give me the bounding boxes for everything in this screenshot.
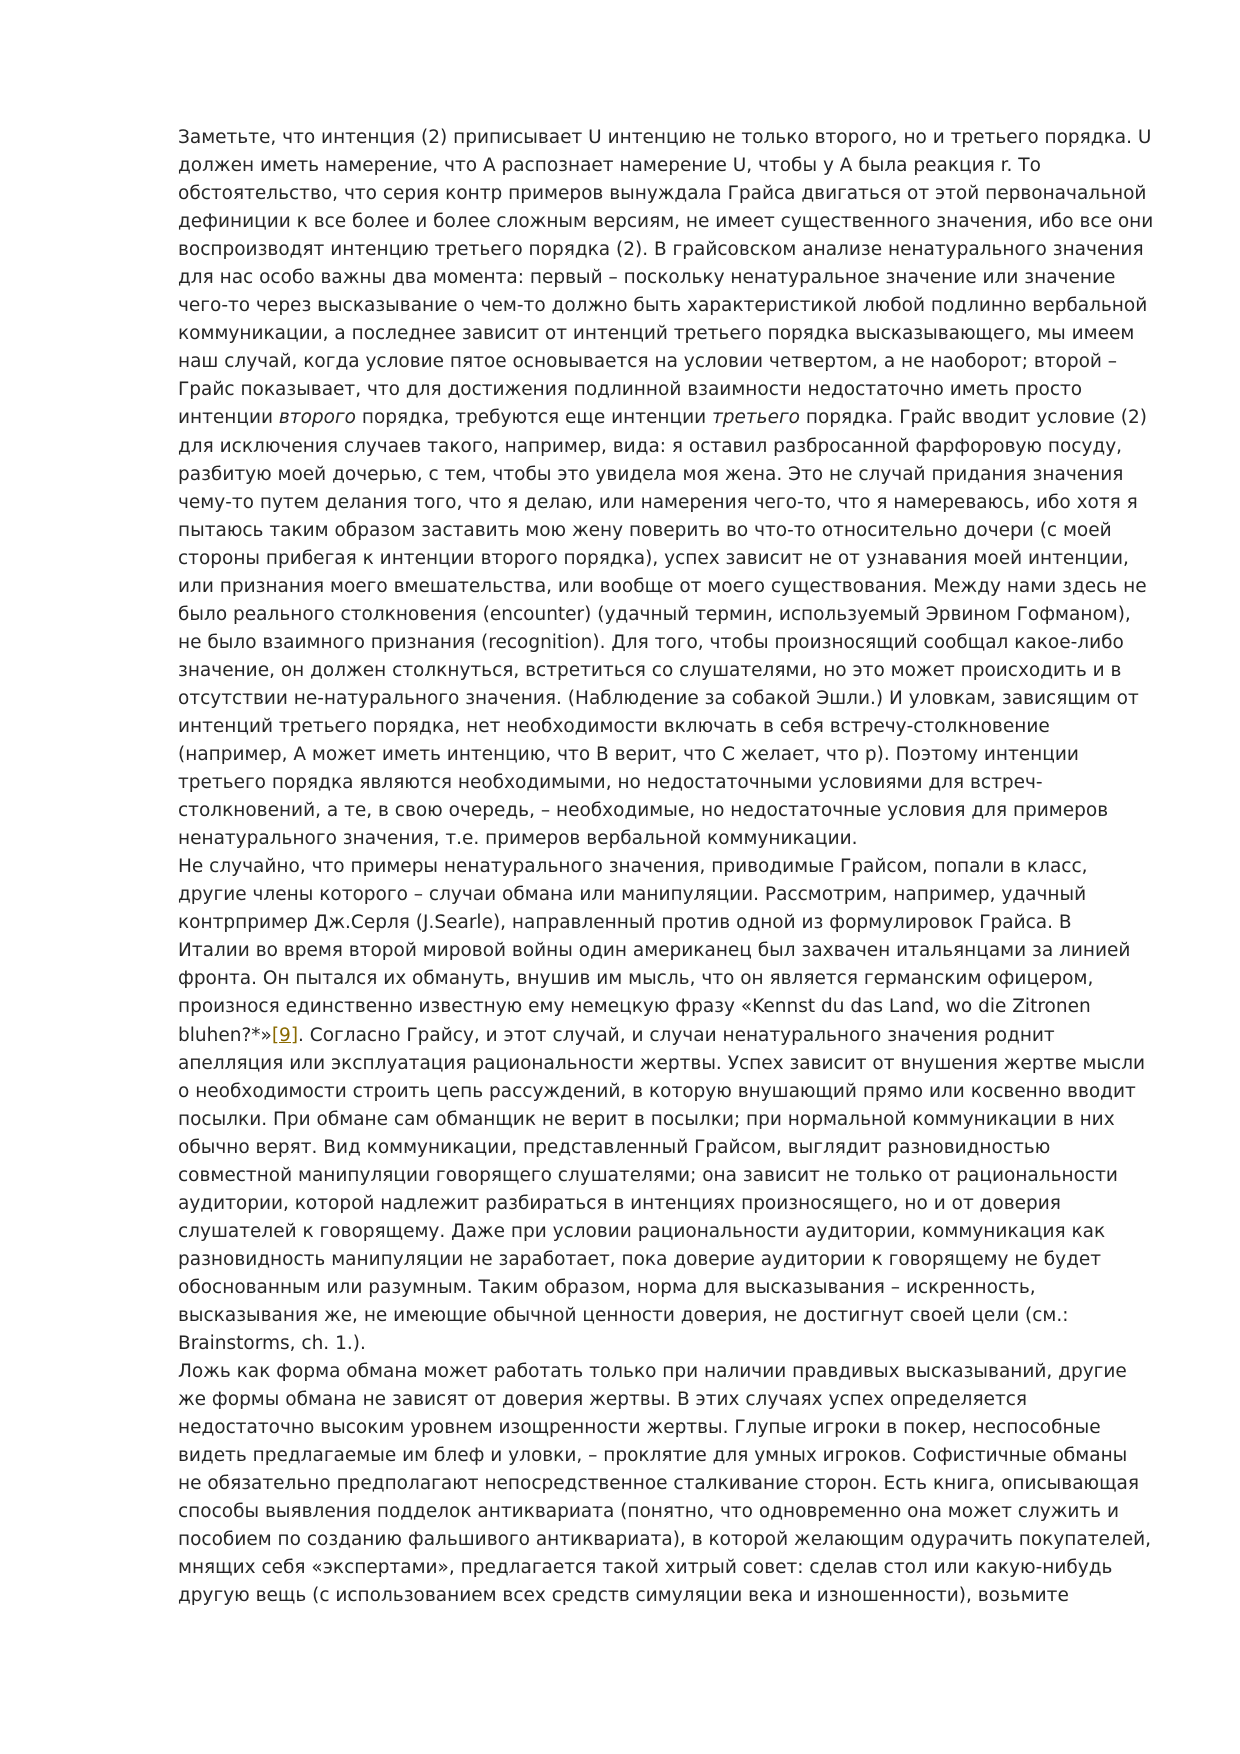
text-segment: порядка. Грайс вводит условие (2)	[800, 407, 1147, 429]
text-line: ненатурального значения, т.е. примеров вербальной коммуникации.	[178, 828, 858, 850]
text-segment: . Согласно Грайсу, и этот случай, и случаи ненатурального значения роднит	[298, 1024, 1055, 1046]
text-line: было реального столкновения (encounter) (удачный термин, используемый Эрвином Гофманом),	[178, 603, 1131, 625]
text-line: Brainstorms, ch. 1.).	[178, 1333, 366, 1355]
text-segment: интенции	[178, 407, 279, 429]
text-line: Ложь как форма обмана может работать только при наличии правдивых высказываний, другие	[178, 1361, 1127, 1383]
italic-text: второго	[278, 407, 357, 429]
text-line: не было взаимного признания (recognition). Для того, чтобы произносящий сообщал какое-либо	[178, 631, 1124, 653]
text-line: же формы обмана не зависят от доверия жертвы. В этих случаях успех определяется	[178, 1389, 1028, 1411]
footnote-link[interactable]: [9]	[271, 1024, 299, 1046]
text-line: пособием по созданию фальшивого антиквариата), в которой желающим одурачить покупателей,	[178, 1529, 1151, 1551]
text-line: высказывания же, не имеющие обычной ценности доверия, не достигнут своей цели (см.:	[178, 1304, 1069, 1326]
text-line: для исключения случаев такого, например, вида: я оставил разбросанной фарфоровую посуду,	[178, 435, 1123, 457]
text-line: чего-то через высказывание о чем-то должно быть характеристикой любой подлинно вербальной	[178, 295, 1148, 317]
text-line: способы выявления подделок антиквариата (понятно, что одновременно она может служить и	[178, 1501, 1119, 1523]
text-line: столкновений, а те, в свою очередь, – необходимые, но недостаточные условия для примеров	[178, 800, 1109, 822]
text-line: фронта. Он пытался их обмануть, внушив им мысль, что он является германским офицером,	[178, 968, 1094, 990]
text-line: значение, он должен столкнуться, встретиться со слушателями, но это может происходить и в	[178, 659, 1122, 681]
text-line: пытаюсь таким образом заставить мою жену поверить во что-то относительно дочери (с моей	[178, 519, 1112, 541]
text-line: разбитую моей дочерью, с тем, чтобы это увидела моя жена. Это не случай придания значения	[178, 463, 1124, 485]
text-line: третьего порядка являются необходимыми, но недостаточными условиями для встреч-	[178, 772, 1043, 794]
text-line: отсутствии не-натурального значения. (Наблюдение за собакой Эшли.) И уловкам, зависящим от	[178, 687, 1139, 709]
text-line: (например, А может иметь интенцию, что В верит, что С желает, что р). Поэтому интенции	[178, 744, 1079, 766]
text-line: разновидность манипуляции не заработает, пока доверие аудитории к говорящему не будет	[178, 1248, 1102, 1270]
text-segment: порядка, требуются еще интенции	[356, 407, 712, 429]
text-line: наш случай, когда условие пятое основывается на условии четвертом, а не наоборот; второй –	[178, 351, 1118, 373]
text-line: посылки. При обмане сам обманщик не верит в посылки; при нормальной коммуникации в них	[178, 1108, 1115, 1130]
text-line	[178, 1022, 1178, 1050]
text-line: дефиниции к все более и более сложным версиям, не имеет существенного значения, ибо все они	[178, 211, 1154, 233]
text-line: другую вещь (с использованием всех средств симуляции века и изношенности), возьмите	[178, 1585, 1069, 1607]
text-line: не обязательно предполагают непосредственное сталкивание сторон. Есть книга, описывающая	[178, 1473, 1139, 1495]
italic-text: третьего	[712, 407, 801, 429]
text-segment: bluhen?*»	[178, 1024, 272, 1046]
text-line: обоснованным или разумным. Таким образом, норма для высказывания – искренность,	[178, 1276, 1036, 1298]
text-line: о необходимости строить цепь рассуждений, в которую внушающий прямо или косвенно вводит	[178, 1080, 1136, 1102]
text-line: коммуникации, а последнее зависит от интенций третьего порядка высказывающего, мы имеем	[178, 323, 1135, 345]
text-line: слушателей к говорящему. Даже при условии рациональности аудитории, коммуникация как	[178, 1220, 1106, 1242]
text-line: произнося единственно известную ему немецкую фразу «Kennst du das Land, wo die Zitronen	[178, 996, 1091, 1018]
text-line: обычно верят. Вид коммуникации, представленный Грайсом, выглядит разновидностью	[178, 1136, 1051, 1158]
text-line: Не случайно, что примеры ненатурального значения, приводимые Грайсом, попали в класс,	[178, 856, 1088, 878]
text-line: для нас особо важны два момента: первый – поскольку ненатуральное значение или значение	[178, 267, 1116, 289]
text-line: аудитории, которой надлежит разбираться в интенциях произносящего, но и от доверия	[178, 1192, 1061, 1214]
text-line: должен иметь намерение, что А распознает намерение U, чтобы у А была реакция r. То	[178, 155, 1041, 177]
body-text	[178, 124, 1178, 1610]
text-line: совместной манипуляции говорящего слушателями; она зависит не только от рациональности	[178, 1164, 1118, 1186]
text-line: другие члены которого – случаи обмана или манипуляции. Рассмотрим, например, удачный	[178, 884, 1087, 906]
text-line: стороны прибегая к интенции второго порядка), успех зависит не от узнавания моей интенции,	[178, 547, 1129, 569]
text-line: видеть предлагаемые им блеф и уловки, – проклятие для умных игроков. Софистичные обманы	[178, 1445, 1128, 1467]
text-line: апелляция или эксплуатация рациональности жертвы. Успех зависит от внушения жертве мысли	[178, 1052, 1146, 1074]
text-line	[178, 404, 1178, 432]
text-line: Заметьте, что интенция (2) приписывает U интенцию не только второго, но и третьего порядка. U	[178, 127, 1152, 148]
text-line: или признания моего вмешательства, или вообще от моего существования. Между нами здесь не	[178, 575, 1147, 597]
text-line: контрпример Дж.Серля (J.Searle), направленный против одной из формулировок Грайса. В	[178, 912, 1072, 934]
text-line: Грайс показывает, что для достижения подлинной взаимности недостаточно иметь просто	[178, 379, 1083, 401]
text-line: интенций третьего порядка, нет необходимости включать в себя встречу-столкновение	[178, 715, 1050, 737]
text-line: воспроизводят интенцию третьего порядка (2). В грайсовском анализе ненатурального значения	[178, 239, 1144, 261]
text-line: мнящих себя «экспертами», предлагается такой хитрый совет: сделав стол или какую-нибудь	[178, 1557, 1113, 1579]
text-line: обстоятельство, что серия контр примеров вынуждала Грайса двигаться от этой первоначальной	[178, 183, 1147, 205]
text-line: недостаточно высоким уровнем изощренности жертвы. Глупые игроки в покер, неспособные	[178, 1417, 1101, 1439]
text-line: Италии во время второй мировой войны один американец был захвачен итальянцами за линией	[178, 940, 1131, 962]
text-line: чему-то путем делания того, что я делаю, или намерения чего-то, что я намереваюсь, ибо хотя я	[178, 491, 1138, 513]
